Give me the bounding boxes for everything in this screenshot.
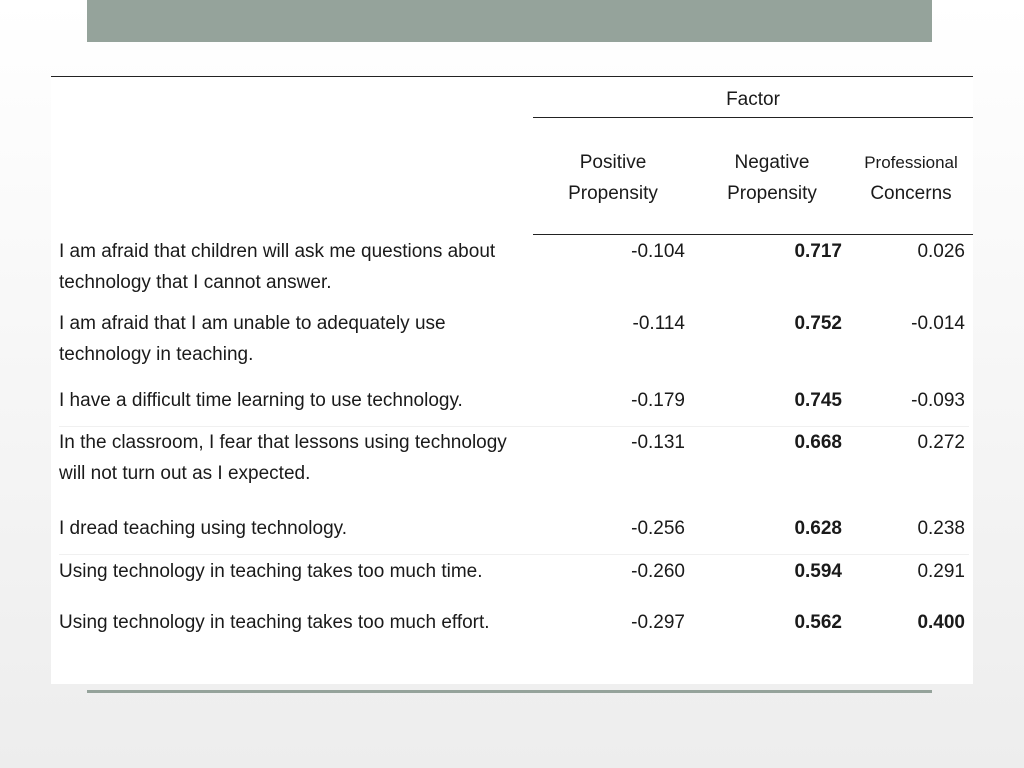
table-cell-professional: 0.400 (917, 612, 965, 633)
factor-label: Factor (726, 89, 780, 110)
table-cell-positive: -0.297 (631, 612, 685, 633)
column-header-professional-concerns: Professional Concerns (864, 153, 958, 204)
table-top-rule (51, 76, 973, 77)
row-divider (59, 554, 969, 555)
table-cell-negative: 0.628 (794, 518, 842, 539)
table-cell-professional: 0.272 (917, 432, 965, 453)
bottom-accent-bar (87, 690, 932, 693)
table-row-label: In the classroom, I fear that lessons using technology will not turn out as I expected. (59, 432, 507, 484)
table-cell-positive: -0.114 (632, 313, 685, 334)
table-row-label: I am afraid that I am unable to adequately use technology in teaching. (59, 313, 446, 365)
table-cell-positive: -0.179 (631, 390, 685, 411)
title-bar (87, 0, 932, 42)
table-cell-positive: -0.256 (631, 518, 685, 539)
table-cell-negative: 0.745 (794, 390, 842, 411)
table-cell-positive: -0.131 (631, 432, 685, 453)
table-cell-negative: 0.594 (794, 561, 842, 582)
table-row-label: I dread teaching using technology. (59, 518, 348, 539)
table-cell-negative: 0.717 (794, 241, 842, 262)
table-cell-negative: 0.668 (794, 432, 842, 453)
table-cell-negative: 0.752 (794, 313, 842, 334)
table-cell-professional: 0.238 (917, 518, 965, 539)
table-cell-positive: -0.260 (631, 561, 685, 582)
table-row-label: I have a difficult time learning to use technology. (59, 390, 463, 411)
column-header-negative-propensity: Negative Propensity (727, 152, 817, 204)
table-cell-positive: -0.104 (631, 241, 685, 262)
header-rule (533, 234, 973, 235)
column-header-positive-propensity: Positive Propensity (568, 152, 658, 204)
table-cell-professional: 0.291 (917, 561, 965, 582)
table-cell-professional: -0.093 (911, 390, 965, 411)
factor-rule (533, 117, 973, 118)
table-row-label: Using technology in teaching takes too much effort. (59, 612, 490, 633)
table-row-label: Using technology in teaching takes too much time. (59, 561, 483, 582)
table-row-label: I am afraid that children will ask me questions about technology that I cannot answer. (59, 241, 496, 293)
table-cell-professional: 0.026 (917, 241, 965, 262)
table-cell-negative: 0.562 (794, 612, 842, 633)
table-cell-professional: -0.014 (911, 313, 965, 334)
